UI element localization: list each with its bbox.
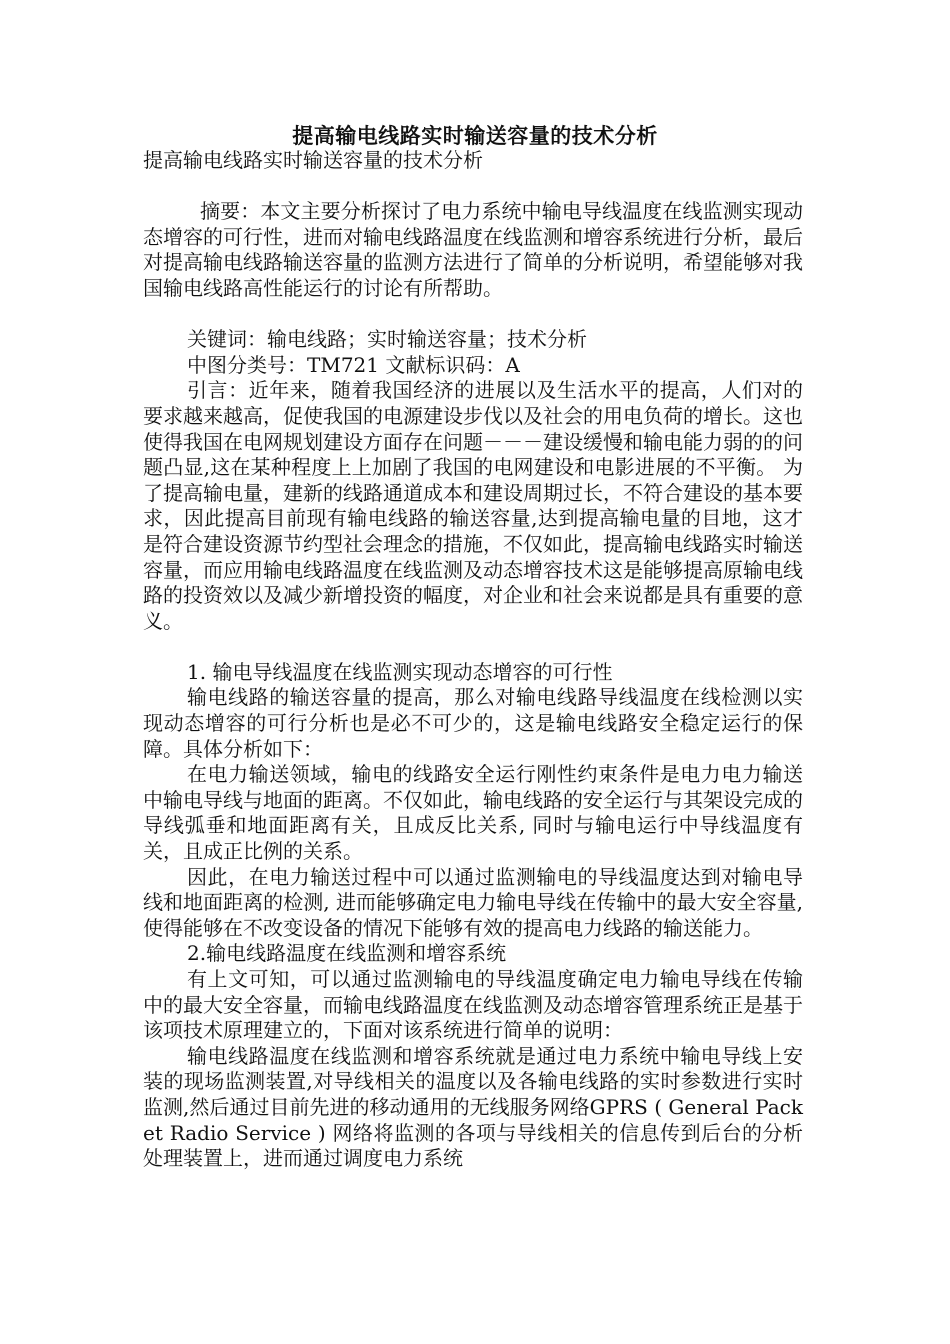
abstract-paragraph: 摘要：本文主要分析探讨了电力系统中输电导线温度在线监测实现动态增容的可行性，进而对输电线路温度在线监测和增容系统进行分析，最后对提高输电线路输送容量的监测方法进行了简单的分析说明，希望能够对我国输电线路高性能运行的讨论有所帮助。 <box>143 199 803 300</box>
introduction-paragraph: 引言：近年来，随着我国经济的进展以及生活水平的提高，人们对的要求越来越高，促使我国的电源建设步伐以及社会的用电负荷的增长。这也使得我国在电网规划建设方面存在问题－－－建设缓慢和输电能力弱的的问题凸显,这在某种程度上上加剧了我国的电网建设和电影进展的不平衡。 为了提高输电量，建新的线路通道成本和建设周期过长，不符合建设的基本要求，因此提高目前现有输电线路的输送容量,达到提高输电量的目地，这才是符合建设资源节约型社会理念的措施，不仅如此，提高输电线路实时输送容量，而应用输电线路温度在线监测及动态增容技术这是能够提高原输电线路的投资效以及减少新增投资的幅度，对企业和社会来说都是具有重要的意义。 <box>143 378 803 633</box>
document-body <box>143 148 803 1172</box>
section-2-paragraph-1: 有上文可知，可以通过监测输电的导线温度确定电力输电导线在传输中的最大安全容量，而输电线路温度在线监测及动态增容管理系统正是基于该项技术原理建立的，下面对该系统进行简单的说明： <box>143 967 803 1043</box>
section-2-paragraph-2: 输电线路温度在线监测和增容系统就是通过电力系统中输电导线上安装的现场监测装置,对导线相关的温度以及各输电线路的实时参数进行实时监测,然后通过目前先进的移动通用的无线服务网络GPRS ( General Packet Radio Service ) 网络将监测的各项与导线相关的信息传到后台的分析处理装置上，进而通过调度电力系统 <box>143 1043 803 1171</box>
keywords-line: 关键词：输电线路；实时输送容量；技术分析 <box>187 327 587 352</box>
blank-line <box>143 174 803 200</box>
section-2-heading: 2.输电线路温度在线监测和增容系统 <box>187 941 507 966</box>
section-1-paragraph-1: 输电线路的输送容量的提高，那么对输电线路导线温度在线检测以实现动态增容的可行分析也是必不可少的，这是输电线路安全稳定运行的保障。具体分析如下： <box>143 685 803 761</box>
document-title: 提高输电线路实时输送容量的技术分析 <box>292 123 658 148</box>
blank-line <box>143 634 803 660</box>
blank-line <box>143 302 803 328</box>
document-subtitle: 提高输电线路实时输送容量的技术分析 <box>143 148 483 172</box>
section-1-paragraph-2: 在电力输送领域，输电的线路安全运行刚性约束条件是电力电力输送中输电导线与地面的距离。不仅如此，输电线路的安全运行与其架设完成的导线弧垂和地面距离有关，且成反比关系, 同时与输电运行中导线温度有关，且成正比例的关系。 <box>143 762 803 864</box>
section-1-heading: 1. 输电导线温度在线监测实现动态增容的可行性 <box>187 659 613 684</box>
classification-line: 中图分类号：TM721 文献标识码：A <box>187 352 520 377</box>
section-1-paragraph-3: 因此，在电力输送过程中可以通过监测输电的导线温度达到对输电导线和地面距离的检测, 进而能够确定电力输电导线在传输中的最大安全容量,使得能够在不改变设备的情况下能够有效的提高电力线路的输送能力。 <box>143 864 803 940</box>
